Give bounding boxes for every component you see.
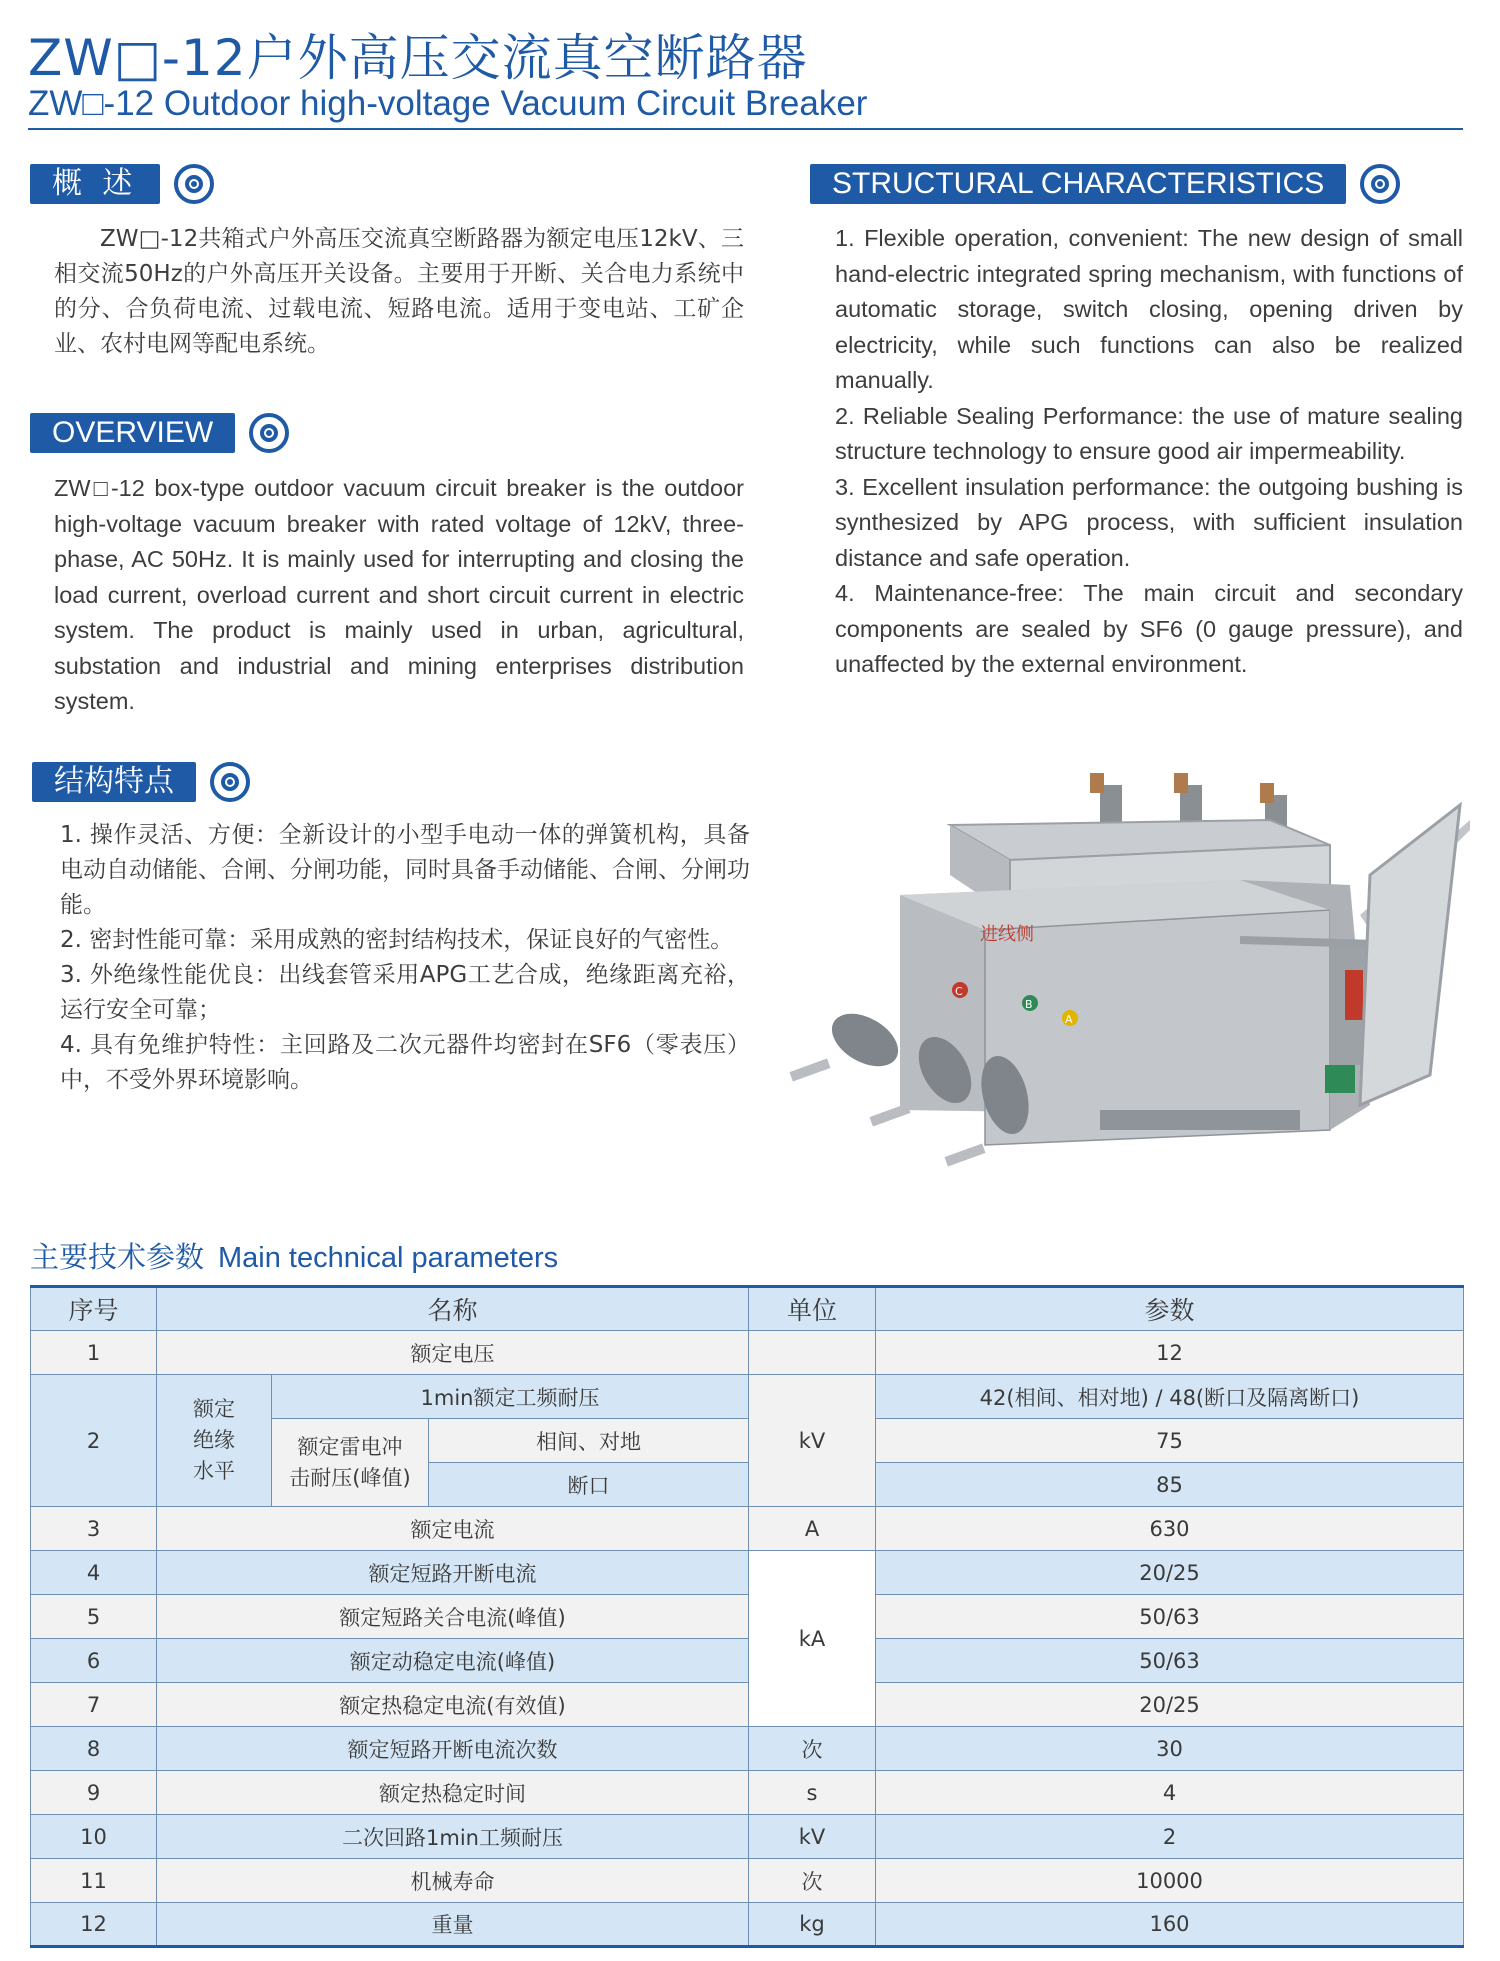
cell-no: 6 — [31, 1639, 157, 1683]
cell-unit: kV — [749, 1815, 876, 1859]
table-title-cn: 主要技术参数 — [30, 1240, 205, 1274]
table-header-row — [31, 1287, 1464, 1331]
cell-value: 2 — [876, 1815, 1464, 1859]
cell-name: 二次回路1min工频耐压 — [157, 1815, 749, 1859]
table-row — [31, 1859, 1464, 1903]
target-icon — [1360, 164, 1400, 204]
cell-group — [157, 1375, 272, 1507]
table-row — [31, 1375, 1464, 1419]
header-name: 名称 — [157, 1287, 749, 1331]
cell-unit: 次 — [749, 1859, 876, 1903]
cell-subgroup — [272, 1419, 429, 1507]
target-icon — [249, 413, 289, 453]
subgroup-line: 击耐压(峰值) — [289, 1465, 411, 1490]
list-item: 4. 具有免维护特性：主回路及二次元器件均密封在SF6（零表压）中，不受外界环境影响。 — [60, 1032, 750, 1093]
group-line: 绝缘 — [193, 1428, 235, 1452]
cell-name: 额定动稳定电流(峰值) — [157, 1639, 749, 1683]
cell-unit: 次 — [749, 1727, 876, 1771]
list-item: 3. 外绝缘性能优良：出线套管采用APG工艺合成，绝缘距离充裕，运行安全可靠； — [60, 962, 750, 1023]
cell-name: 相间、对地 — [429, 1419, 749, 1463]
group-line: 水平 — [193, 1459, 235, 1483]
cell-unit: kV — [749, 1375, 876, 1507]
cell-name: 额定热稳定电流(有效值) — [157, 1683, 749, 1727]
cell-no: 7 — [31, 1683, 157, 1727]
cell-no: 1 — [31, 1331, 157, 1375]
page-title-cn: ZW□-12户外高压交流真空断路器 — [28, 29, 808, 87]
incoming-side-label: 进线侧 — [980, 924, 1034, 945]
overview-cn-heading — [30, 164, 214, 204]
table-row — [31, 1903, 1464, 1947]
target-icon — [210, 762, 250, 802]
table-row — [31, 1771, 1464, 1815]
phase-a-marker: A — [1065, 1013, 1073, 1026]
cell-unit: s — [749, 1771, 876, 1815]
cell-value: 75 — [876, 1419, 1464, 1463]
structure-en-label: STRUCTURAL CHARACTERISTICS — [810, 164, 1346, 204]
cell-name: 额定短路关合电流(峰值) — [157, 1595, 749, 1639]
product-photo — [770, 765, 1470, 1175]
cell-name: 机械寿命 — [157, 1859, 749, 1903]
cell-value: 42(相间、相对地) / 48(断口及隔离断口) — [876, 1375, 1464, 1419]
subgroup-line: 额定雷电冲 — [297, 1434, 403, 1459]
table-row — [31, 1595, 1464, 1639]
cell-value: 30 — [876, 1727, 1464, 1771]
list-item: 2. Reliable Sealing Performance: the use of mature sealing structure technology to ensure good air impermeability. — [835, 402, 1463, 464]
table-row — [31, 1727, 1464, 1771]
cell-no: 12 — [31, 1903, 157, 1947]
overview-en-label: OVERVIEW — [30, 413, 235, 453]
cell-unit: kg — [749, 1903, 876, 1947]
structure-cn-heading — [32, 762, 250, 802]
cell-name: 额定短路开断电流次数 — [157, 1727, 749, 1771]
cell-no: 4 — [31, 1551, 157, 1595]
cell-no: 2 — [31, 1375, 157, 1507]
cell-name: 额定电压 — [157, 1331, 749, 1375]
cell-name: 1min额定工频耐压 — [272, 1375, 749, 1419]
overview-en-heading — [30, 413, 289, 453]
cell-value: 50/63 — [876, 1595, 1464, 1639]
phase-c-marker: C — [955, 985, 963, 998]
structure-en-list — [835, 221, 1463, 683]
page-title-en: ZW□-12 Outdoor high-voltage Vacuum Circuit Breaker — [28, 84, 868, 123]
cell-name: 断口 — [429, 1463, 749, 1507]
table-row — [31, 1551, 1464, 1595]
cell-value: 12 — [876, 1331, 1464, 1375]
target-icon — [174, 164, 214, 204]
header-value: 参数 — [876, 1287, 1464, 1331]
structure-en-heading — [810, 164, 1400, 204]
overview-cn-label: 概 述 — [30, 164, 160, 204]
table-row — [31, 1683, 1464, 1727]
cell-unit — [749, 1331, 876, 1375]
table-row — [31, 1507, 1464, 1551]
cell-name: 额定电流 — [157, 1507, 749, 1551]
list-item: 3. Excellent insulation performance: the outgoing bushing is synthesized by APG process, with sufficient insulation distance and safe operation. — [835, 473, 1463, 571]
table-title — [30, 1235, 558, 1276]
cell-value: 10000 — [876, 1859, 1464, 1903]
list-item: 1. Flexible operation, convenient: The new design of small hand-electric integrated spring mechanism, with functions of automatic storage, switch closing, opening driven by electricity, while such functions can also be realized manually. — [835, 225, 1463, 393]
parameters-table — [30, 1285, 1464, 1948]
cell-value: 4 — [876, 1771, 1464, 1815]
list-item: 4. Maintenance-free: The main circuit and secondary components are sealed by SF6 (0 gauge pressure), and unaffected by the external environment. — [835, 580, 1463, 677]
list-item: 2. 密封性能可靠：采用成熟的密封结构技术，保证良好的气密性。 — [60, 927, 734, 953]
cell-no: 10 — [31, 1815, 157, 1859]
overview-cn-text: ZW□-12共箱式户外高压交流真空断路器为额定电压12kV、三相交流50Hz的户外高压开关设备。主要用于开断、关合电力系统中的分、合负荷电流、过载电流、短路电流。适用于变电站、工矿企业、农村电网等配电系统。 — [54, 226, 744, 357]
cell-name: 重量 — [157, 1903, 749, 1947]
cell-value: 85 — [876, 1463, 1464, 1507]
overview-en-text: ZW□-12 box-type outdoor vacuum circuit breaker is the outdoor high-voltage vacuum breaker with rated voltage of 12kV, three-phase, AC 50Hz. It is mainly used for interrupting and closing the load current, overload current and short circuit current in electric system. The product is mainly used in urban, agricultural, substation and industrial and mining enterprises distribution system. — [54, 475, 744, 714]
cell-no: 9 — [31, 1771, 157, 1815]
cell-name: 额定短路开断电流 — [157, 1551, 749, 1595]
structure-cn-label: 结构特点 — [32, 762, 196, 802]
cell-value: 630 — [876, 1507, 1464, 1551]
cell-name: 额定热稳定时间 — [157, 1771, 749, 1815]
cell-no: 8 — [31, 1727, 157, 1771]
cell-value: 20/25 — [876, 1683, 1464, 1727]
cell-value: 160 — [876, 1903, 1464, 1947]
phase-b-marker: B — [1025, 998, 1033, 1011]
group-line: 额定 — [193, 1397, 235, 1421]
structure-cn-list — [60, 818, 750, 1098]
table-row — [31, 1639, 1464, 1683]
list-item: 1. 操作灵活、方便：全新设计的小型手电动一体的弹簧机构，具备电动自动储能、合闸、分闸功能，同时具备手动储能、合闸、分闸功能。 — [60, 822, 750, 918]
cell-unit: kA — [749, 1551, 876, 1727]
cell-value: 20/25 — [876, 1551, 1464, 1595]
title-divider — [28, 128, 1463, 130]
cell-value: 50/63 — [876, 1639, 1464, 1683]
header-no: 序号 — [31, 1287, 157, 1331]
table-title-en: Main technical parameters — [218, 1242, 559, 1274]
cell-unit: A — [749, 1507, 876, 1551]
table-row — [31, 1331, 1464, 1375]
cell-no: 3 — [31, 1507, 157, 1551]
table-row — [31, 1815, 1464, 1859]
cell-no: 11 — [31, 1859, 157, 1903]
cell-no: 5 — [31, 1595, 157, 1639]
header-unit: 单位 — [749, 1287, 876, 1331]
